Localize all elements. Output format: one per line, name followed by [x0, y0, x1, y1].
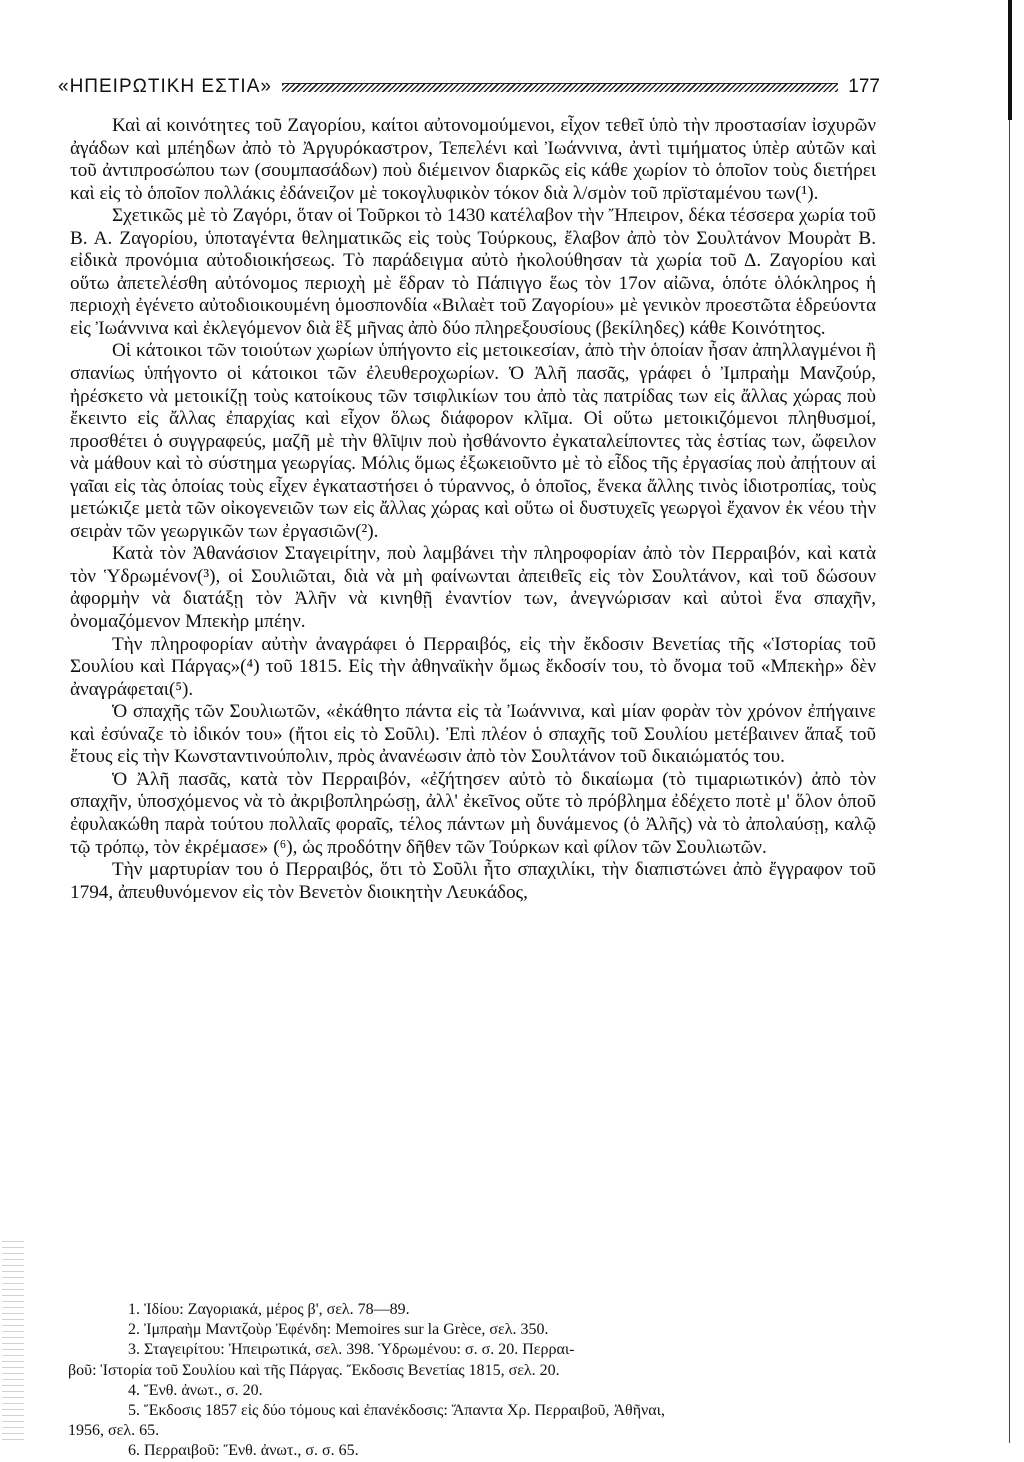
footnotes [68, 1300, 876, 1462]
footnote: 5. Ἔκδοσις 1857 εἰς δύο τόμους καὶ ἐπανέκδοσις: Ἅπαντα Χρ. Περραιβοῦ, Ἀθῆναι, [128, 1402, 665, 1420]
body-text [70, 115, 876, 904]
footnote: 3. Σταγειρίτου: Ἠπειρωτικά, σελ. 398. Ὑδρωμένου: σ. σ. 20. Περραι- [128, 1341, 575, 1359]
footnote: 6. Περραιβοῦ: Ἔνθ. ἀνωτ., σ. σ. 65. [128, 1442, 359, 1460]
scan-edge-right [1009, 0, 1018, 1443]
footnote: 1. Ἰδίου: Ζαγοριακά, μέρος β', σελ. 78—89. [128, 1301, 410, 1318]
running-title: «ΗΠΕΙΡΩΤΙΚΗ ΕΣΤΙΑ» [58, 76, 272, 97]
paragraph: Οἱ κάτοικοι τῶν τοιούτων χωρίων ὑπήγοντο εἰς μετοικεσίαν, ἀπὸ τὴν ὁποίαν ἦσαν ἀπηλλαγμένοι ἢ σπανίως ὑπήγοντο οἱ κάτοικοι τῶν ἐλευθεροχωρίων. Ὁ Ἀλῆ πασᾶς, γράφει ὁ Ἰμπραὴμ Μανζούρ, ἠρέσκετο νὰ μετοικίζῃ τοὺς κατοίκους τῶν τσιφλικίων του ἀπὸ τὰς πατρίδας των εἰς ἄλλας χώρας ποὺ ἔκειντο εἰς ἄλλας ἐπαρχίας καὶ εἶχον ὅλως διάφορον κλῖμα. Οἱ οὕτω μετοικιζόμενοι πληθυσμοί, προσθέτει ὁ συγγραφεύς, μαζῆ μὲ τὴν θλῖψιν ποὺ ἠσθάνοντο ἐγκαταλείποντες τὰς ἑστίας των, ὤφειλον νὰ μάθουν καὶ τὸ σύστημα γεωργίας. Μόλις ὅμως ἐξωκειοῦντο μὲ τὸ εἶδος τῆς ἐργασίας ποὺ ἀπῄτουν αἱ γαῖαι εἰς τὰς ὁποίας τοὺς εἶχεν ἐγκαταστήσει ὁ τύραννος, ὁ ὁποῖος, ἕνεκα ἄλλης τινὸς ἰδιοτροπίας, τοὺς μετώκιζε μετὰ τῶν οἰκογενειῶν των εἰς ἄλλας χώρας καὶ οὕτω οἱ δυστυχεῖς γεωργοὶ ἔχανον ἐκ νέου τὴν σειρὰν τῶν γεωργικῶν των ἐργασιῶν(²). [70, 340, 876, 542]
footnote-continuation: βοῦ: Ἱστορία τοῦ Σουλίου καὶ τῆς Πάργας. Ἔκδοσις Βενετίας 1815, σελ. 20. [68, 1361, 560, 1379]
paragraph: Ὁ Ἀλῆ πασᾶς, κατὰ τὸν Περραιβόν, «ἐζήτησεν αὐτὸ τὸ δικαίωμα (τὸ τιμαριωτικόν) ἀπὸ τὸν σπαχῆν, ὑποσχόμενος νὰ τὸ ἀκριβοπληρώσῃ, ἀλλ' ἐκεῖνος οὔτε τὸ πρόβλημα ἐδέχετο ποτὲ μ' ὅλον ὁποῦ ἐφυλακώθη παρὰ τούτου πολλαῖς φοραῖς, τέλος πάντων μὴ δυνάμενος (ὁ Ἀλῆς) νὰ τὸ ἀπολαύσῃ, καλῷ τῷ τρόπῳ, τὸν ἐκρέμασε» (⁶), ὡς προδότην δῆθεν τῶν Τούρκων καὶ φίλον τῶν Σουλιωτῶν. [70, 768, 876, 858]
running-header [58, 74, 880, 100]
header-ornament-rule [282, 83, 838, 92]
paragraph: Τὴν μαρτυρίαν του ὁ Περραιβός, ὅτι τὸ Σοῦλι ἦτο σπαχιλίκι, τὴν διαπιστώνει ἀπὸ ἔγγραφον τοῦ 1794, ἀπευθυνόμενον εἰς τὸν Βενετὸν διοικητὴν Λευκάδος, [70, 859, 876, 903]
footnote-continuation: 1956, σελ. 65. [68, 1422, 160, 1440]
scan-edge-mark [1008, 0, 1012, 120]
paragraph: Ὁ σπαχῆς τῶν Σουλιωτῶν, «ἐκάθητο πάντα εἰς τὰ Ἰωάννινα, καὶ μίαν φορὰν τὸν χρόνον ἐπήγαινε καὶ ἐσύναζε τὸ ἰδικόν του» (ἤτοι εἰς τὸ Σοῦλι). Ἐπὶ πλέον ὁ σπαχῆς τοῦ Σουλίου μετέβαινεν ἅπαξ τοῦ ἔτους εἰς τὴν Κωνσταντινούπολιν, πρὸς ἀνανέωσιν ἀπὸ τὸν Σουλτάνον τοῦ δικαιώματός του. [70, 701, 876, 768]
paragraph: Σχετικῶς μὲ τὸ Ζαγόρι, ὅταν οἱ Τοῦρκοι τὸ 1430 κατέλαβον τὴν Ἤπειρον, δέκα τέσσερα χωρία τοῦ Β. Α. Ζαγορίου, ὑποταγέντα θεληματικῶς εἰς τοὺς Τούρκους, ἔλαβον ἀπὸ τὸν Σουλτάνον Μουρὰτ Β. εἰδικὰ προνόμια αὐτοδιοικήσεως. Τὸ παράδειγμα αὐτὸ ἠκολούθησαν τὰ χωρία τοῦ Δ. Ζαγορίου καὶ οὕτω ἀπετελέσθη αὐτόνομος περιοχὴ μὲ ἕδραν τὸ Πάπιγγο ἕως τὸν 17ον αἰῶνα, ὁπότε ὁλόκληρος ἡ περιοχὴ ἐγένετο αὐτοδιοικουμένη ὁμοσπονδία «Βιλαὲτ τοῦ Ζαγορίου» μὲ γενικὸν προεστῶτα ἑδρεύοντα εἰς Ἰωάννινα καὶ ἐκλεγόμενον διὰ ἓξ μῆνας ἀπὸ δύο πληρεξουσίους (βεκίληδες) κάθε Κοινότητος. [70, 205, 876, 339]
page-number: 177 [848, 76, 880, 97]
paragraph: Κατὰ τὸν Ἀθανάσιον Σταγειρίτην, ποὺ λαμβάνει τὴν πληροφορίαν ἀπὸ τὸν Περραιβόν, καὶ κατὰ τὸν Ὑδρωμένον(³), οἱ Σουλιῶται, διὰ νὰ μὴ φαίνωνται ἀπειθεῖς εἰς τὸν Σουλτάνον, καὶ τοῦ δώσουν ἀφορμὴν νὰ διατάξῃ τὸν Ἀλῆν νὰ κινηθῇ ἐναντίον των, ἀνεγνώρισαν καὶ αὐτοὶ ἕνα σπαχῆν, ὀνομαζόμενον Μπεκὴρ μπέην. [70, 543, 876, 633]
paragraph: Τὴν πληροφορίαν αὐτὴν ἀναγράφει ὁ Περραιβός, εἰς τὴν ἔκδοσιν Βενετίας τῆς «Ἱστορίας τοῦ Σουλίου καὶ Πάργας»(⁴) τοῦ 1815. Εἰς τὴν ἀθηναϊκὴν ὅμως ἔκδοσίν του, τὸ ὄνομα τοῦ «Μπεκὴρ» δὲν ἀναγράφεται(⁵). [70, 633, 876, 700]
footnote: 2. Ἰμπραὴμ Μαντζοὺρ Ἐφένδη: Memoires sur la Grèce, σελ. 350. [128, 1321, 549, 1339]
paragraph: Καὶ αἱ κοινότητες τοῦ Ζαγορίου, καίτοι αὐτονομούμενοι, εἶχον τεθεῖ ὑπὸ τὴν προστασίαν ἰσχυρῶν ἀγάδων καὶ μπέηδων ἀπὸ τὸ Ἀργυρόκαστρον, Τεπελένι καὶ Ἰωάννινα, ἀντὶ τιμήματος ὑπὲρ αὐτῶν καὶ τοῦ ἀντιπροσώπου των (σουμπασάδων) ποὺ διέμεινον διαρκῶς εἰς κάθε χωρίον τὸ ὁποῖον τοὺς διετήρει καὶ εἰς τὸ ὁποῖον πολλάκις ἐδάνειζον μὲ τοκογλυφικὸν τόκον διὰ λ/σμὸν τοῦ πρϊσταμένου των(¹). [70, 115, 876, 204]
scan-edge-left [2, 1240, 24, 1440]
footnote: 4. Ἔνθ. ἀνωτ., σ. 20. [128, 1381, 263, 1399]
